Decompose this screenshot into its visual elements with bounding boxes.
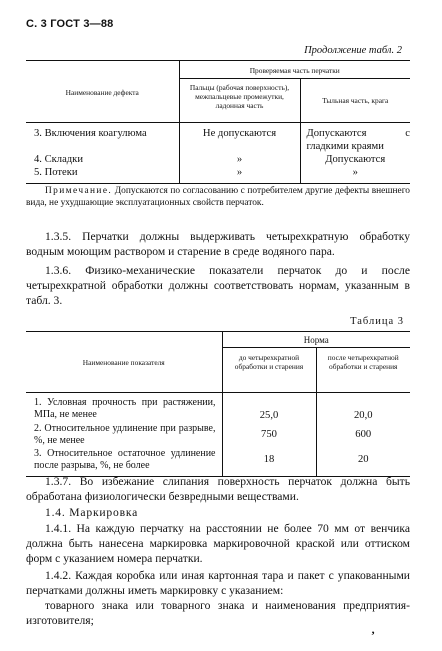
property-row-name: 1. Условная прочность при растяжении, МПа, не менее <box>34 397 216 420</box>
col-after-header: после четырехкратной обработки и старения <box>316 348 410 393</box>
table-continuation-label: Продолжение табл. 2 <box>304 45 402 56</box>
defect-row-back: Допускаются <box>300 153 410 166</box>
col-back-header: Тыльная часть, крага <box>300 79 410 123</box>
property-row-name: 2. Относительное удлинение при разрыве, %, не менее <box>34 423 216 446</box>
property-row-before: 750 <box>222 422 316 447</box>
col-before-header: до четырехкратной обработки и старения <box>222 348 316 393</box>
properties-table <box>26 331 410 477</box>
defect-row-name: 5. Потеки <box>26 166 179 184</box>
col-indicator-header: Наименование показателя <box>26 332 222 393</box>
table-3-caption: Таблица 3 <box>350 316 404 327</box>
property-row-after: 20,0 <box>316 393 410 423</box>
property-row-after: 20 <box>316 447 410 477</box>
defects-table <box>26 60 410 184</box>
defect-row-back: Допускаются с гладкими краями <box>300 123 410 154</box>
paragraph-1-4-2: 1.4.2. Каждая коробка или иная картонная тара и пакет с упакованными перчатками должны иметь маркировку с указанием: <box>26 569 410 597</box>
defect-row-palm: Не допускаются <box>179 123 300 154</box>
paragraph-1-3-7: 1.3.7. Во избежание слипания поверхность перчаток должна быть обработана физиологически безвредными веществами. <box>26 475 410 503</box>
defect-row-name: 3. Включения коагулюма <box>34 128 147 139</box>
paragraph-1-3-5: 1.3.5. Перчатки должны выдерживать четырехкратную обработку водным моющим раствором и старение в среде водяного пара. <box>26 230 410 258</box>
col-norm-header: Норма <box>222 332 410 348</box>
defect-row-name: 4. Складки <box>34 154 84 165</box>
paragraph-1-4-2-item: товарного знака или товарного знака и наименования предприятия-изготовителя; <box>26 599 410 627</box>
paragraph-1-3-6: 1.3.6. Физико-механические показатели перчаток до и после четырехкратной обработки должны соответствовать нормам, указанным в табл. 3. <box>26 264 410 307</box>
paragraph-1-4-heading: 1.4. Маркировка <box>45 506 139 519</box>
property-row-before: 25,0 <box>222 393 316 423</box>
defect-row-back: » <box>300 166 410 184</box>
paragraph-1-4-1: 1.4.1. На каждую перчатку на расстоянии не более 70 мм от венчика должна быть нанесена маркировка маркировочной краской или оттиском форм с указанием номера перчатки. <box>26 522 410 565</box>
table-note <box>26 185 410 209</box>
col-group-header: Проверяемая часть перчатки <box>179 61 410 79</box>
page-mark: ’ <box>371 628 375 642</box>
defect-row-palm: » <box>179 166 300 184</box>
defect-row-palm: » <box>179 153 300 166</box>
page-header: С. 3 ГОСТ 3—88 <box>26 18 114 30</box>
note-text: Допускаются по согласованию с потребителем другие дефекты внешнего вида, не ухудшающие эксплуатационных свойств перчаток. <box>26 186 410 208</box>
property-row-after: 600 <box>316 422 410 447</box>
property-row-before: 18 <box>222 447 316 477</box>
col-palm-header: Пальцы (рабочая поверхность), межпальцевые промежутки, ладонная часть <box>179 79 300 123</box>
col-defect-header: Наименование дефекта <box>26 61 179 123</box>
property-row-name: 3. Относительное остаточное удлинение после разрыва, %, не более <box>26 447 222 477</box>
note-label: Примечание. <box>45 186 113 196</box>
